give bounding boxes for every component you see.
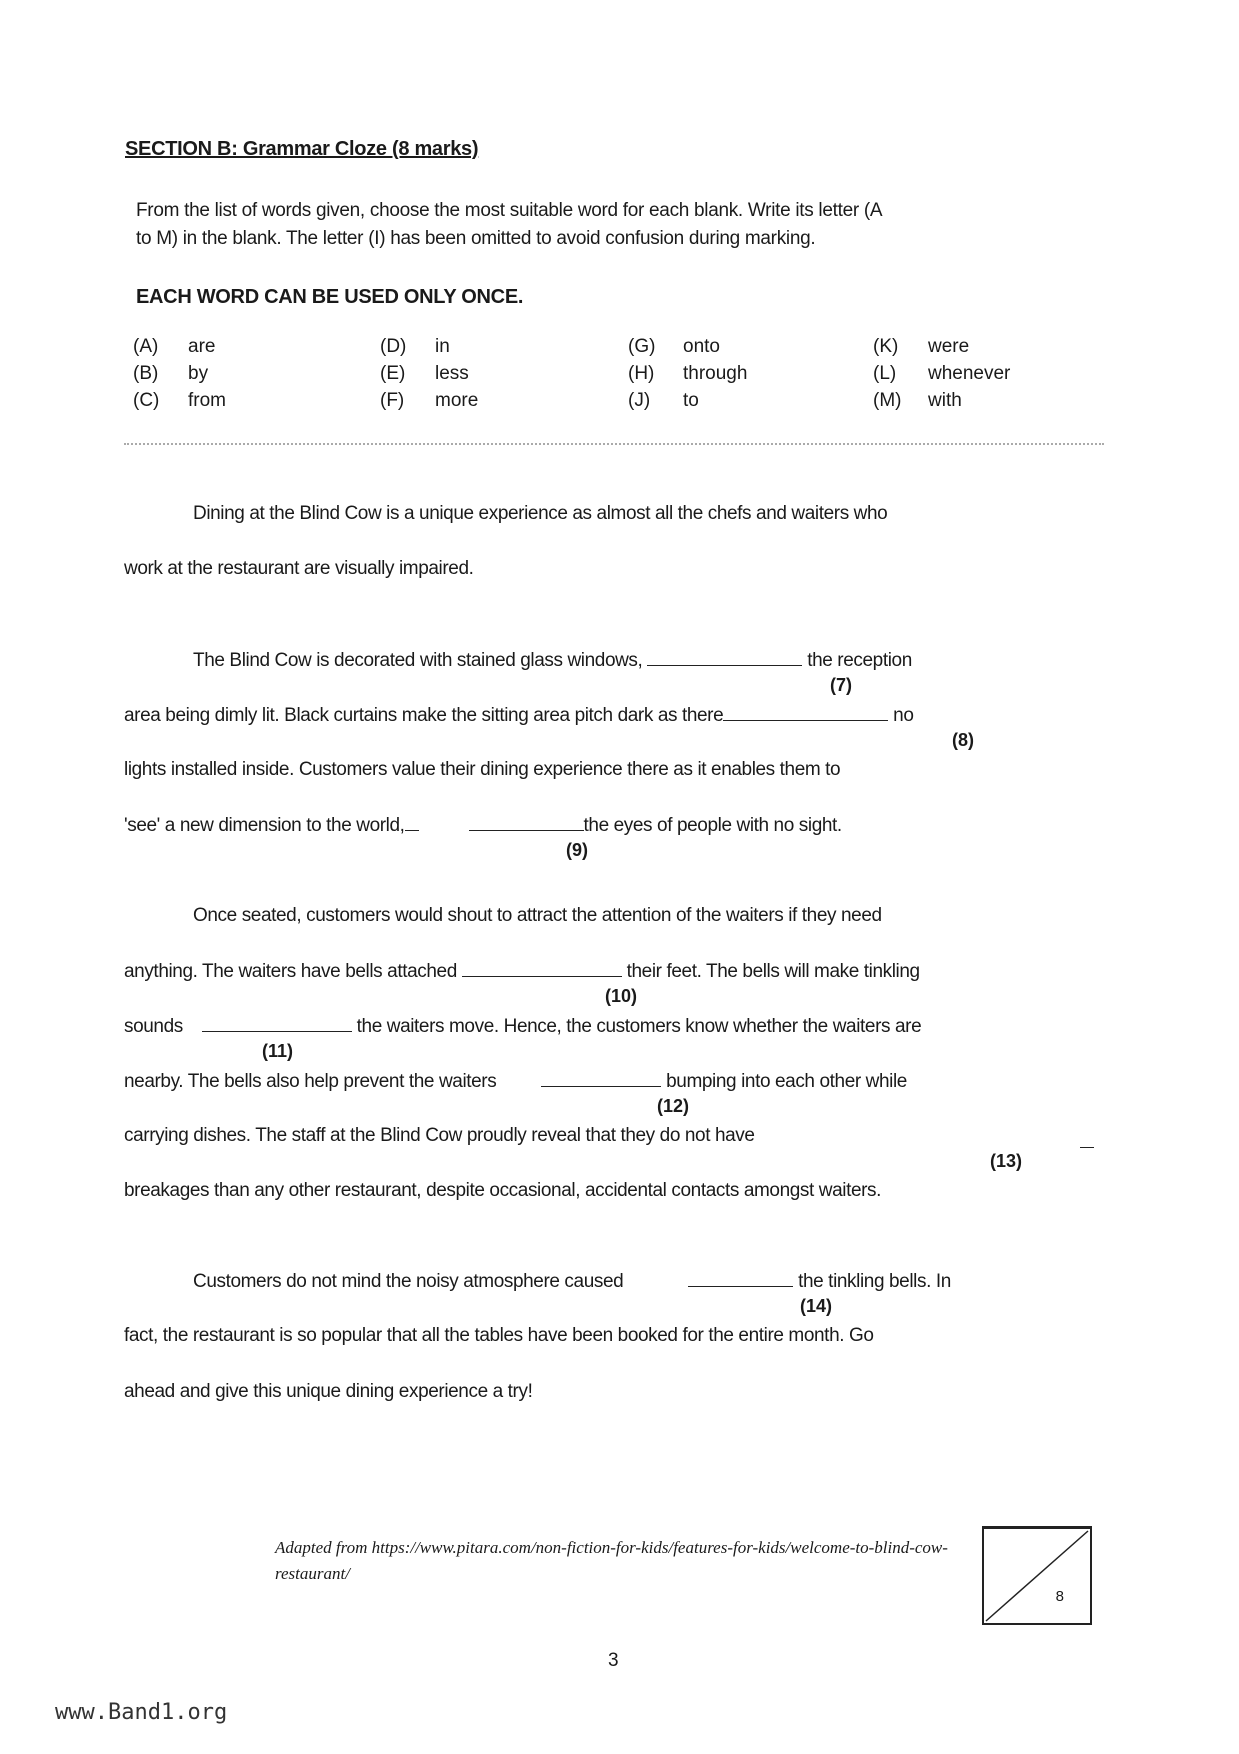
option: (H) through xyxy=(628,363,748,384)
passage-line: sounds the waiters move. Hence, the customers know whether the waiters are xyxy=(124,1016,922,1037)
blank-12[interactable] xyxy=(541,1070,661,1087)
option: (F) more xyxy=(380,390,479,411)
blank-number: (10) xyxy=(605,986,638,1006)
option: (A) are xyxy=(133,336,216,357)
blank-number: (8) xyxy=(952,730,974,750)
option: (L) whenever xyxy=(873,363,1011,384)
passage-line: carrying dishes. The staff at the Blind Cow proudly reveal that they do not have xyxy=(124,1125,755,1146)
watermark: www.Band1.org xyxy=(55,1700,228,1725)
option: (J) to xyxy=(628,390,699,411)
page-number: 3 xyxy=(608,1650,619,1671)
passage-line: lights installed inside. Customers value their dining experience there as it enables them to xyxy=(124,759,841,780)
passage-line: Dining at the Blind Cow is a unique experience as almost all the chefs and waiters who xyxy=(193,503,888,524)
option: (C) from xyxy=(133,390,226,411)
blank-number: (11) xyxy=(262,1041,294,1061)
blank-13[interactable] xyxy=(1080,1131,1094,1148)
option: (M) with xyxy=(873,390,962,411)
blank-7[interactable] xyxy=(647,649,802,666)
passage-line: Once seated, customers would shout to attract the attention of the waiters if they need xyxy=(193,905,882,926)
marks-total: 8 xyxy=(1055,1588,1064,1605)
blank-number: (9) xyxy=(566,840,588,860)
passage-line: 'see' a new dimension to the world, the eyes of people with no sight. xyxy=(124,815,842,836)
blank-11[interactable] xyxy=(202,1015,352,1032)
blank-number: (13) xyxy=(990,1151,1023,1171)
blank-number: (12) xyxy=(657,1096,690,1116)
rule-text: EACH WORD CAN BE USED ONLY ONCE. xyxy=(136,286,524,308)
option: (E) less xyxy=(380,363,469,384)
option: (B) by xyxy=(133,363,209,384)
section-title: SECTION B: Grammar Cloze (8 marks) xyxy=(125,138,479,160)
blank-10[interactable] xyxy=(462,960,622,977)
passage-line: The Blind Cow is decorated with stained glass windows, the reception xyxy=(193,650,912,671)
source-citation: Adapted from https://www.pitara.com/non-fiction-for-kids/features-for-kids/welcome-to-blind-cow-restaurant/ xyxy=(275,1538,948,1583)
blank-8[interactable] xyxy=(723,704,888,721)
marks-box xyxy=(982,1526,1092,1625)
passage-line: nearby. The bells also help prevent the waiters bumping into each other while xyxy=(124,1071,907,1092)
passage-line: area being dimly lit. Black curtains make the sitting area pitch dark as there no xyxy=(124,705,914,726)
divider xyxy=(124,443,1104,445)
blank-number: (14) xyxy=(800,1296,833,1316)
passage-line: fact, the restaurant is so popular that all the tables have been booked for the entire month. Go xyxy=(124,1325,874,1346)
diagonal-line-icon xyxy=(984,1529,1090,1623)
passage-line: ahead and give this unique dining experience a try! xyxy=(124,1381,533,1402)
passage-line: breakages than any other restaurant, despite occasional, accidental contacts amongst waiters. xyxy=(124,1180,882,1201)
passage-line: Customers do not mind the noisy atmosphere caused the tinkling bells. In xyxy=(193,1271,951,1292)
instructions-line-1: From the list of words given, choose the most suitable word for each blank. Write its letter (A xyxy=(136,200,883,221)
passage-line: work at the restaurant are visually impaired. xyxy=(124,558,474,579)
passage-line: anything. The waiters have bells attached their feet. The bells will make tinkling xyxy=(124,961,920,982)
blank-9[interactable] xyxy=(469,814,584,831)
option: (K) were xyxy=(873,336,970,357)
instructions-line-2: to M) in the blank. The letter (I) has been omitted to avoid confusion during marking. xyxy=(136,228,816,249)
blank-number: (7) xyxy=(830,675,852,695)
blank-14[interactable] xyxy=(688,1270,793,1287)
option: (G) onto xyxy=(628,336,720,357)
option: (D) in xyxy=(380,336,450,357)
